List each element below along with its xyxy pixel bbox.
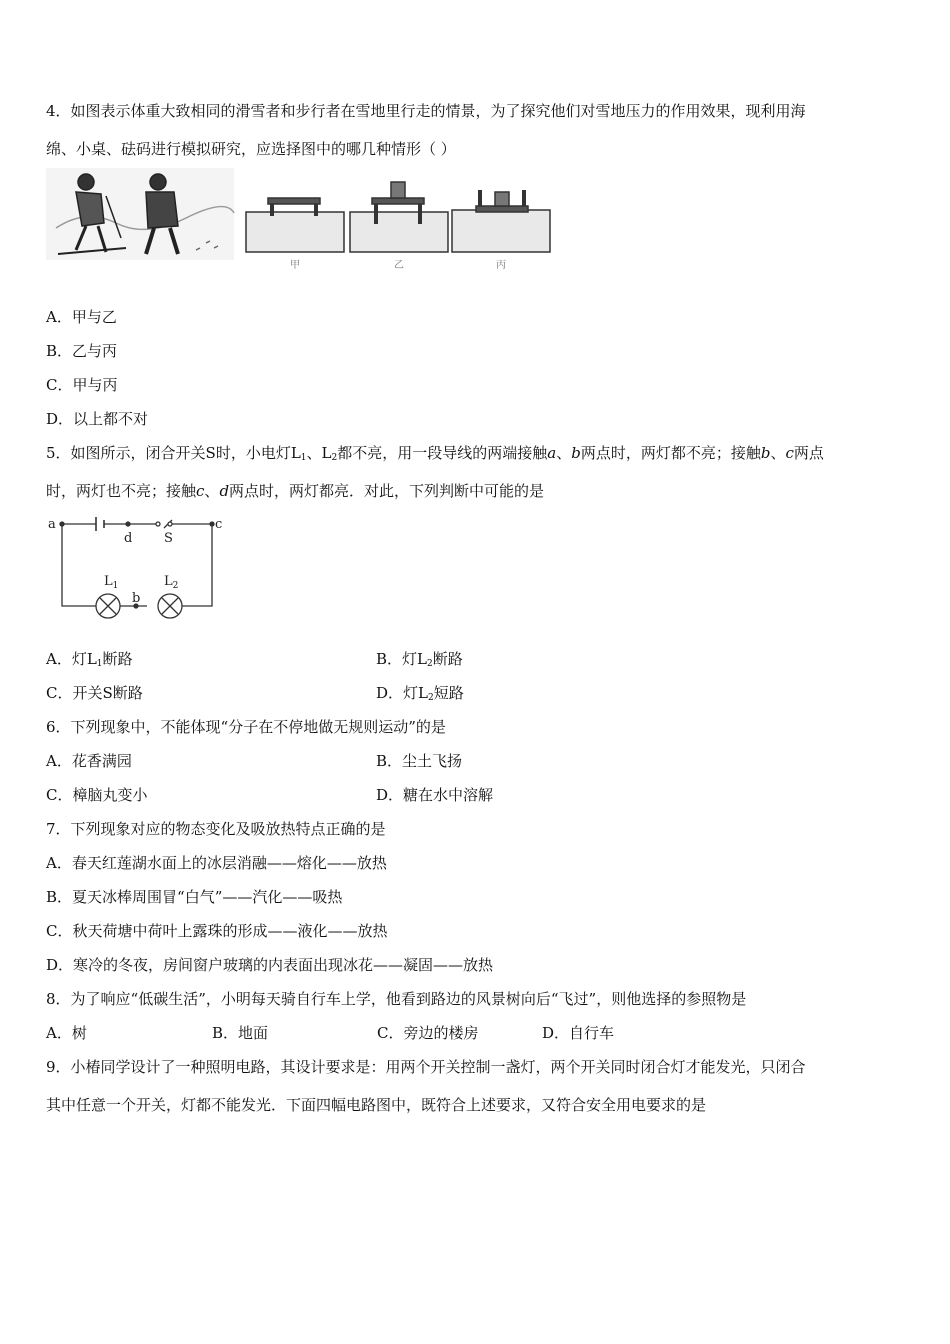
skier-walker-illustration	[46, 168, 234, 260]
sponge-diagram-jia	[246, 198, 344, 252]
q4-option-a: A．甲与乙	[46, 308, 117, 326]
fig-label-jia: 甲	[290, 260, 300, 271]
q8-option-a: A．树	[46, 1024, 87, 1042]
label-s: S	[164, 531, 173, 546]
lamp-l1	[96, 594, 120, 618]
sponge-diagram-bing	[452, 190, 550, 252]
q5-option-a: A．灯$L_1$断路	[46, 650, 133, 669]
q6-option-a: A．花香满园	[46, 752, 132, 770]
label-l1: $L_1$	[104, 574, 119, 591]
fig-label-yi: 乙	[394, 260, 404, 271]
q6-option-c: C．樟脑丸变小	[46, 786, 148, 804]
label-b: b	[132, 591, 141, 606]
q6-option-b: B．尘土飞扬	[376, 752, 463, 770]
battery-symbol	[96, 517, 104, 531]
q9-stem-line1: 9．小椿同学设计了一种照明电路，其设计要求是：用两个开关控制一盏灯，两个开关同时闭合灯才能发光，只闭合	[46, 1058, 806, 1076]
q7-option-d: D．寒冷的冬夜，房间窗户玻璃的内表面出现冰花——凝固——放热	[46, 956, 494, 974]
q5-stem-line2: 时，两灯也不亮；接触c、d两点时，两灯都亮．对此，下列判断中可能的是	[46, 482, 545, 500]
q4-stem-line2: 绵、小桌、砝码进行模拟研究，应选择图中的哪几种情形（ ）	[46, 140, 456, 158]
q7-option-c: C．秋天荷塘中荷叶上露珠的形成——液化——放热	[46, 922, 388, 940]
q7-option-a: A．春天红莲湖水面上的冰层消融——熔化——放热	[46, 854, 387, 872]
q5-option-b: B．灯$L_2$断路	[376, 650, 463, 669]
q8-option-b: B．地面	[212, 1024, 269, 1042]
label-d: d	[124, 531, 133, 546]
q4-option-c: C．甲与丙	[46, 376, 118, 394]
q4-option-d: D．以上都不对	[46, 410, 149, 428]
q5-option-c: C．开关S断路	[46, 684, 143, 702]
label-a: a	[48, 517, 56, 532]
node-a	[60, 522, 64, 526]
q4-figure	[46, 168, 556, 273]
q9-stem-line2: 其中任意一个开关，灯都不能发光．下面四幅电路图中，既符合上述要求，又符合安全用电要求的是	[46, 1096, 707, 1114]
q6-option-d: D．糖在水中溶解	[376, 786, 494, 804]
q8-stem: 8．为了响应“低碳生活”，小明每天骑自行车上学，他看到路边的风景树向后“飞过”，则他选择的参照物是	[46, 990, 747, 1008]
q8-option-d: D．自行车	[542, 1024, 615, 1042]
q7-stem: 7．下列现象对应的物态变化及吸放热特点正确的是	[46, 820, 386, 838]
sponge-diagram-yi	[350, 182, 448, 252]
label-l2: $L_2$	[164, 574, 179, 591]
fig-label-bing: 丙	[496, 260, 506, 271]
q7-option-b: B．夏天冰棒周围冒“白气”——汽化——吸热	[46, 888, 343, 906]
q4-stem-line1: 4．如图表示体重大致相同的滑雪者和步行者在雪地里行走的情景，为了探究他们对雪地压力的作用效果，现利用海	[46, 102, 806, 120]
q5-option-d: D．灯$L_2$短路	[376, 684, 464, 703]
node-c	[210, 522, 214, 526]
q6-stem: 6．下列现象中，不能体现“分子在不停地做无规则运动”的是	[46, 718, 446, 736]
label-c: c	[215, 517, 223, 532]
q5-stem-line1: 5．如图所示，闭合开关S时，小电灯$L_1$、$L_2$都不亮，用一段导线的两端接触a、b两点时，两灯都不亮；接触b、c两点	[46, 444, 824, 463]
switch-s	[156, 522, 160, 526]
lamp-l2	[158, 594, 182, 618]
node-d	[126, 522, 130, 526]
q4-option-b: B．乙与丙	[46, 342, 118, 360]
q5-circuit-diagram	[46, 512, 236, 627]
q8-option-c: C．旁边的楼房	[377, 1024, 479, 1042]
